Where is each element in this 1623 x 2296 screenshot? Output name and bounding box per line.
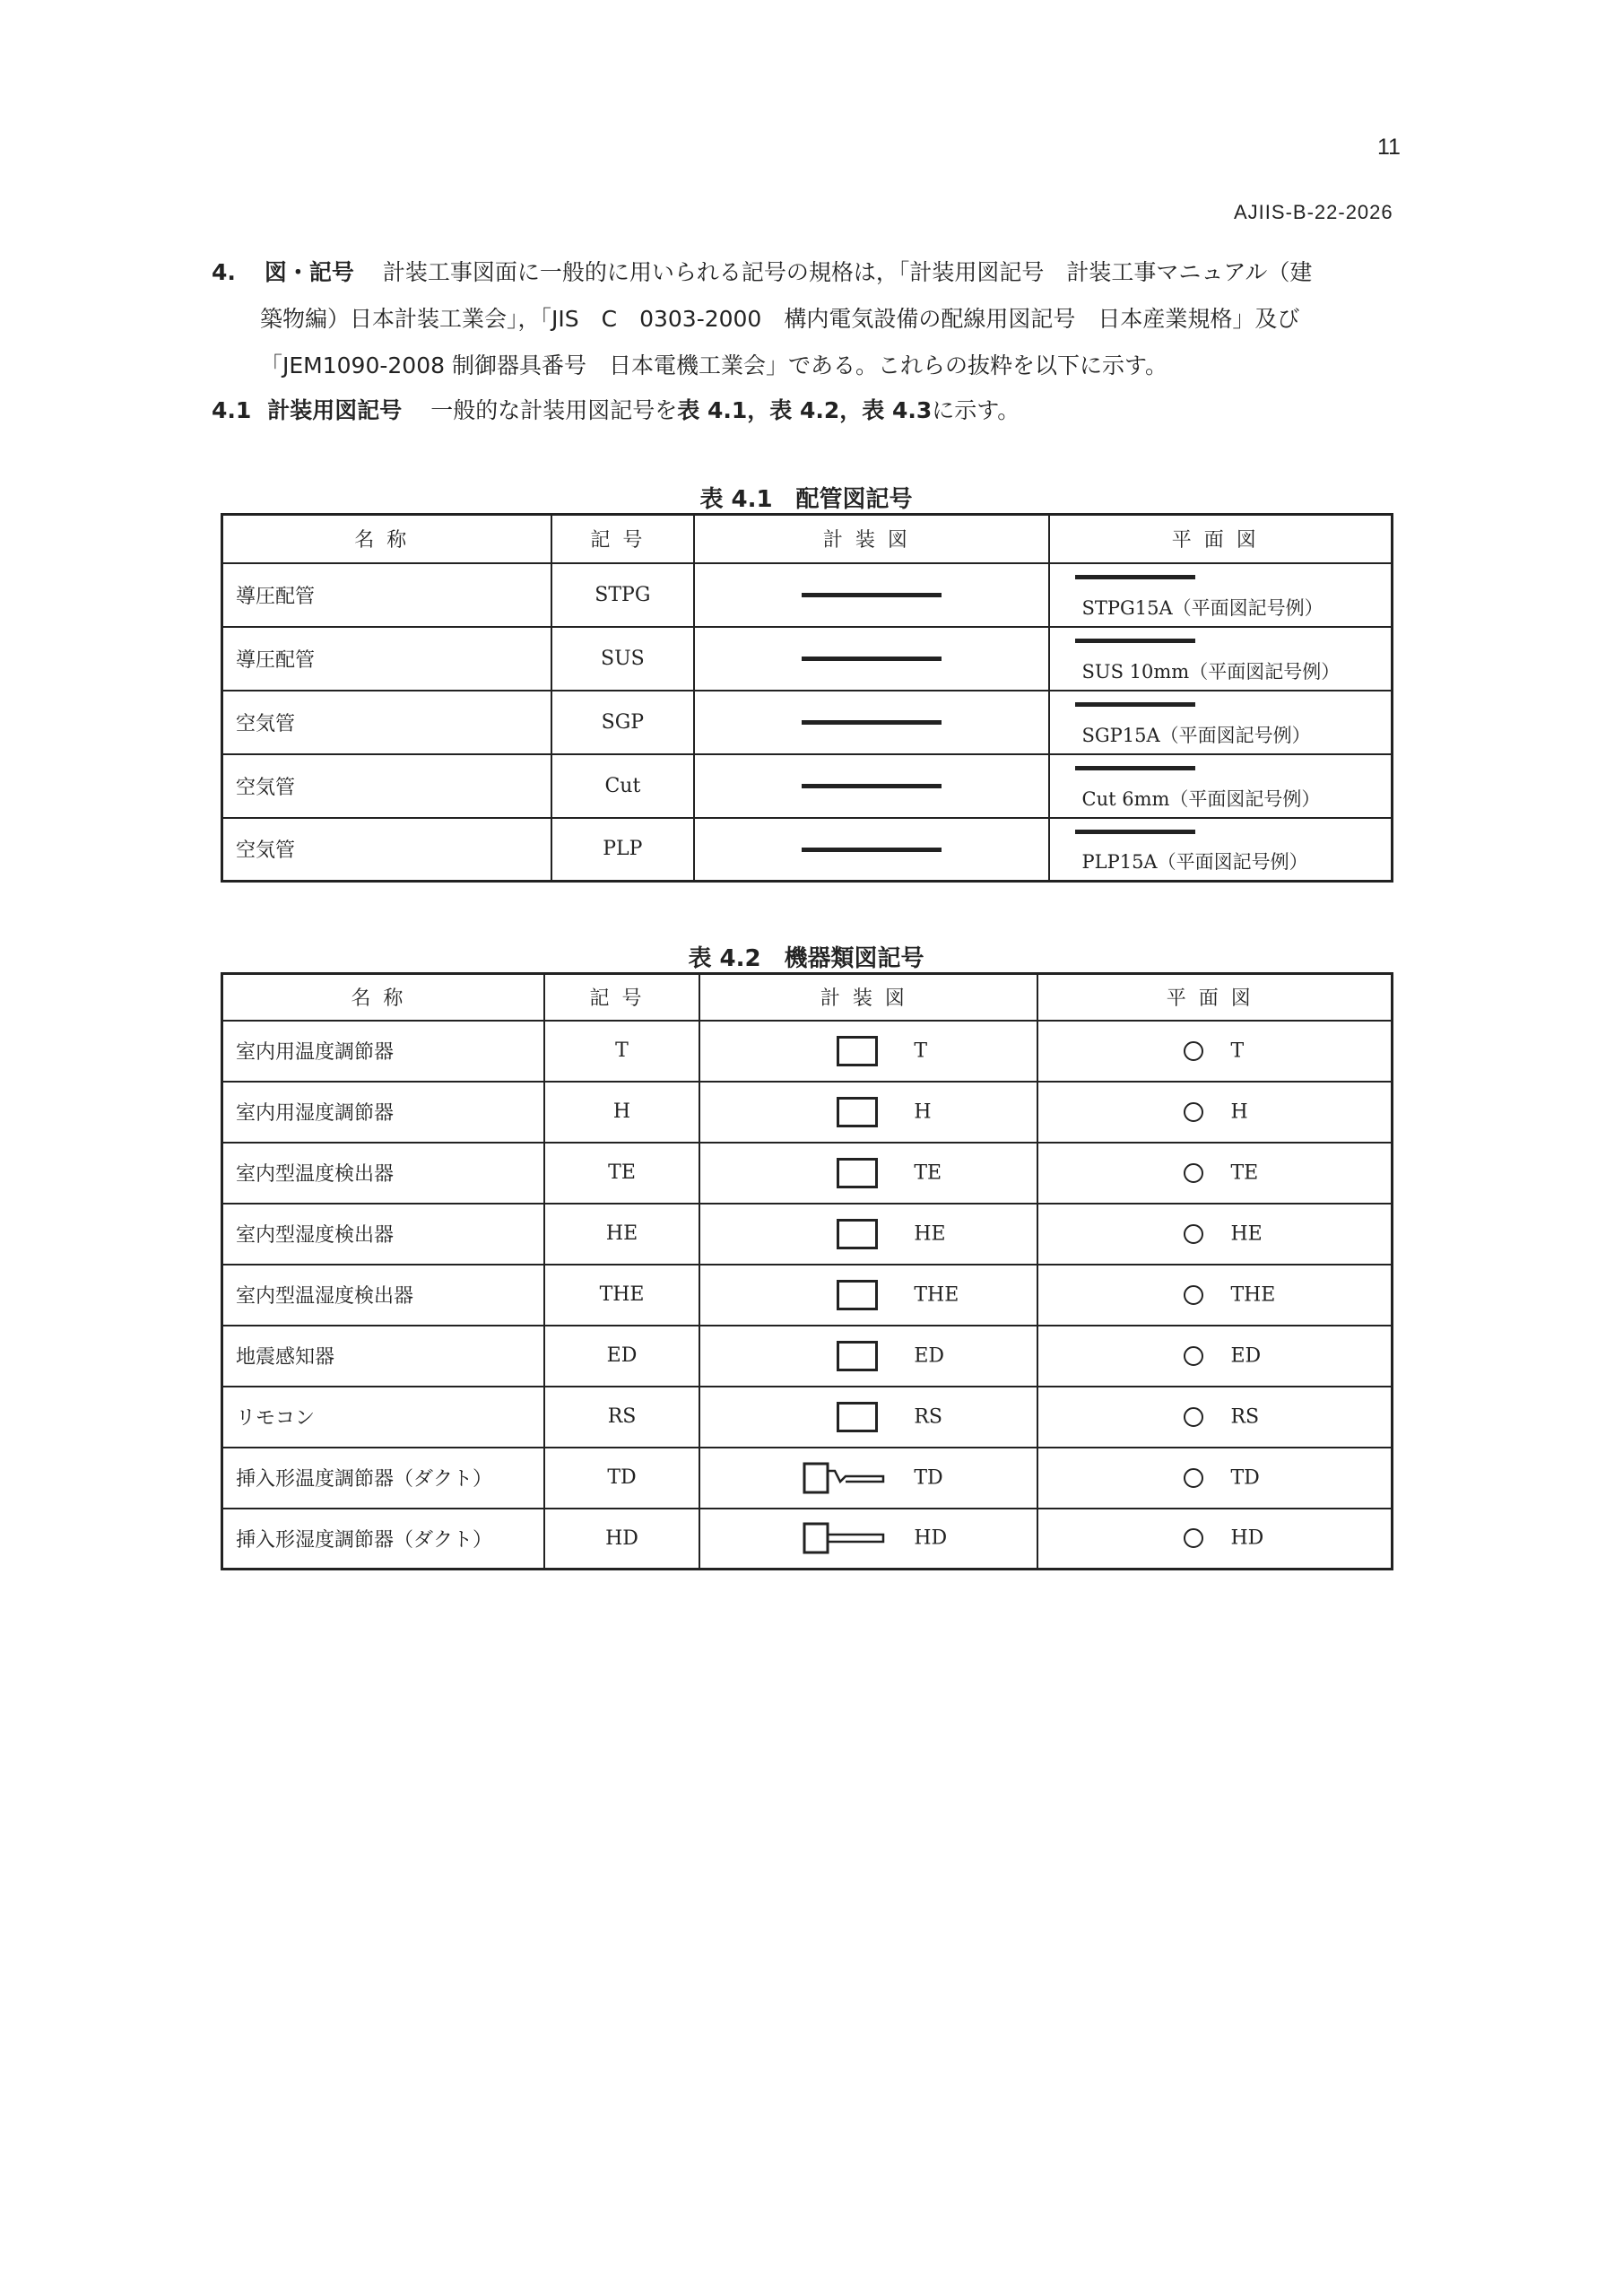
table-row — [222, 563, 1393, 627]
plan-label: H — [1230, 1100, 1248, 1123]
section-4-1-text: 一般的な計装用図記号を — [430, 397, 678, 423]
table-header-row — [222, 515, 1393, 563]
pipe-line-icon — [802, 593, 942, 597]
plan-cell — [1049, 627, 1393, 691]
table-ref-4-1: 表 4.1， — [677, 397, 770, 423]
section-4-line-1: 計装工事図面に一般的に用いられる記号の規格は，「計装用図記号 計装工事マニュアル（建 — [382, 259, 1313, 285]
device-circle-icon — [1184, 1163, 1203, 1183]
row-name: 挿入形温度調節器（ダクト） — [222, 1448, 544, 1509]
row-name: 地震感知器 — [222, 1326, 544, 1387]
table-row — [222, 754, 1393, 818]
instrument-line-cell — [694, 627, 1048, 691]
header-instrument-diagram: 計装図 — [694, 515, 1048, 563]
instrument-label: RS — [914, 1405, 942, 1428]
row-code: HD — [544, 1509, 700, 1570]
device-circle-icon — [1184, 1102, 1203, 1122]
plan-cell — [1049, 818, 1393, 882]
plan-pipe-line-icon — [1075, 702, 1195, 707]
instrument-label: HE — [914, 1222, 946, 1245]
section-4-line-3: 「JEM1090-2008 制御器具番号 日本電機工業会」である。これらの抜粋を以下に示す。 — [260, 352, 1167, 378]
row-name: 室内型湿度検出器 — [222, 1204, 544, 1265]
table-row — [222, 1326, 1393, 1387]
plan-label: PLP15A（平面図記号例） — [1081, 851, 1308, 873]
row-name: 室内型温度検出器 — [222, 1143, 544, 1204]
pipe-line-icon — [802, 657, 942, 661]
section-4-heading: 図・記号 — [264, 259, 354, 285]
plan-symbol-cell — [1037, 1265, 1392, 1326]
duct-probe-temperature-icon — [803, 1460, 887, 1496]
instrument-symbol-cell — [699, 1509, 1037, 1570]
header-name: 名称 — [222, 515, 551, 563]
instrument-line-cell — [694, 691, 1048, 754]
document-id: AJIIS-B-22-2026 — [1234, 201, 1393, 223]
row-code: PLP — [551, 818, 695, 882]
plan-symbol-cell — [1037, 1204, 1392, 1265]
instrument-label: T — [914, 1039, 928, 1062]
row-name: 空気管 — [222, 691, 551, 754]
plan-pipe-line-icon — [1075, 575, 1195, 579]
row-name: 挿入形湿度調節器（ダクト） — [222, 1509, 544, 1570]
plan-label: HE — [1230, 1222, 1263, 1245]
device-box-icon — [837, 1097, 878, 1127]
table-row — [222, 1509, 1393, 1570]
instrument-symbol-cell — [699, 1021, 1037, 1082]
row-code: H — [544, 1082, 700, 1143]
plan-label: TD — [1230, 1466, 1260, 1489]
device-circle-icon — [1184, 1041, 1203, 1061]
plan-label: STPG15A（平面図記号例） — [1081, 596, 1324, 619]
row-code: Cut — [551, 754, 695, 818]
row-code: STPG — [551, 563, 695, 627]
section-4-number: 4. — [212, 259, 236, 285]
instrument-label: H — [914, 1100, 932, 1123]
plan-label: T — [1230, 1039, 1245, 1062]
plan-cell — [1049, 691, 1393, 754]
device-box-icon — [837, 1341, 878, 1371]
plan-cell — [1049, 563, 1393, 627]
table-row — [222, 691, 1393, 754]
table-row — [222, 1387, 1393, 1448]
device-box-icon — [837, 1402, 878, 1432]
table-header-row — [222, 974, 1393, 1021]
row-name: 室内用温度調節器 — [222, 1021, 544, 1082]
table-row — [222, 1265, 1393, 1326]
row-code: SUS — [551, 627, 695, 691]
device-circle-icon — [1184, 1468, 1203, 1488]
device-circle-icon — [1184, 1346, 1203, 1366]
table-row — [222, 818, 1393, 882]
device-circle-icon — [1184, 1285, 1203, 1305]
instrument-symbol-cell — [699, 1387, 1037, 1448]
pipe-line-icon — [802, 720, 942, 725]
section-4-1-text-end: に示す。 — [932, 397, 1020, 423]
header-instrument-diagram: 計装図 — [699, 974, 1037, 1021]
row-name: 導圧配管 — [222, 563, 551, 627]
instrument-symbol-cell — [699, 1143, 1037, 1204]
plan-label: RS — [1230, 1405, 1260, 1428]
table-row — [222, 1082, 1393, 1143]
plan-symbol-cell — [1037, 1143, 1392, 1204]
plan-pipe-line-icon — [1075, 830, 1195, 834]
instrument-symbol-cell — [699, 1204, 1037, 1265]
table-4-2 — [221, 972, 1393, 1570]
row-name: 空気管 — [222, 754, 551, 818]
instrument-symbol-cell — [699, 1082, 1037, 1143]
plan-symbol-cell — [1037, 1326, 1392, 1387]
section-4-line-2: 築物編）日本計装工業会」，「JIS C 0303-2000 構内電気設備の配線用図記号 日本産業規格」及び — [260, 306, 1300, 332]
plan-label: SUS 10mm（平面図記号例） — [1081, 660, 1341, 683]
plan-pipe-line-icon — [1075, 639, 1195, 643]
device-box-icon — [837, 1280, 878, 1310]
row-code: TE — [544, 1143, 700, 1204]
duct-probe-humidity-icon — [803, 1520, 887, 1556]
row-code: HE — [544, 1204, 700, 1265]
device-box-icon — [837, 1219, 878, 1249]
plan-symbol-cell — [1037, 1387, 1392, 1448]
instrument-symbol-cell — [699, 1448, 1037, 1509]
pipe-line-icon — [802, 784, 942, 788]
plan-label: Cut 6mm（平面図記号例） — [1081, 787, 1321, 810]
instrument-label: HD — [914, 1526, 948, 1550]
table-ref-4-2: 表 4.2， — [769, 397, 863, 423]
table-row — [222, 1204, 1393, 1265]
plan-label: THE — [1230, 1283, 1276, 1306]
pipe-line-icon — [802, 848, 942, 852]
instrument-label: THE — [914, 1283, 959, 1306]
device-circle-icon — [1184, 1407, 1203, 1427]
plan-label: SGP15A（平面図記号例） — [1081, 724, 1311, 746]
device-circle-icon — [1184, 1528, 1203, 1548]
table-4-2-caption: 表 4.2 機器類図記号 — [688, 945, 924, 972]
row-code: TD — [544, 1448, 700, 1509]
plan-symbol-cell — [1037, 1448, 1392, 1509]
plan-label: HD — [1230, 1526, 1264, 1550]
header-name: 名称 — [222, 974, 544, 1021]
section-4-1-paragraph — [212, 387, 1020, 434]
instrument-symbol-cell — [699, 1326, 1037, 1387]
row-name: リモコン — [222, 1387, 544, 1448]
section-4-1-number: 4.1 — [212, 397, 252, 423]
row-code: ED — [544, 1326, 700, 1387]
device-box-icon — [837, 1158, 878, 1188]
section-4-paragraph — [212, 249, 1312, 389]
instrument-symbol-cell — [699, 1265, 1037, 1326]
table-row — [222, 1448, 1393, 1509]
instrument-line-cell — [694, 818, 1048, 882]
row-name: 室内用湿度調節器 — [222, 1082, 544, 1143]
plan-label: ED — [1230, 1344, 1262, 1367]
row-code: SGP — [551, 691, 695, 754]
header-plan-view: 平面図 — [1049, 515, 1393, 563]
table-row — [222, 1021, 1393, 1082]
row-code: RS — [544, 1387, 700, 1448]
page-number: 11 — [1377, 135, 1401, 160]
header-plan-view: 平面図 — [1037, 974, 1392, 1021]
table-row — [222, 1143, 1393, 1204]
instrument-label: ED — [914, 1344, 945, 1367]
row-name: 室内型温湿度検出器 — [222, 1265, 544, 1326]
instrument-line-cell — [694, 563, 1048, 627]
table-4-1 — [221, 513, 1393, 883]
plan-label: TE — [1230, 1161, 1259, 1184]
row-code: T — [544, 1021, 700, 1082]
plan-cell — [1049, 754, 1393, 818]
header-code: 記号 — [551, 515, 695, 563]
instrument-label: TD — [914, 1466, 943, 1489]
plan-symbol-cell — [1037, 1021, 1392, 1082]
row-name: 空気管 — [222, 818, 551, 882]
instrument-label: TE — [914, 1161, 942, 1184]
device-box-icon — [837, 1036, 878, 1066]
table-4-1-caption: 表 4.1 配管図記号 — [699, 486, 913, 513]
row-code: THE — [544, 1265, 700, 1326]
plan-symbol-cell — [1037, 1509, 1392, 1570]
plan-pipe-line-icon — [1075, 766, 1195, 770]
table-ref-4-3: 表 4.3 — [862, 397, 933, 423]
table-row — [222, 627, 1393, 691]
header-code: 記号 — [544, 974, 700, 1021]
plan-symbol-cell — [1037, 1082, 1392, 1143]
device-circle-icon — [1184, 1224, 1203, 1244]
section-4-1-heading: 計装用図記号 — [267, 397, 403, 423]
instrument-line-cell — [694, 754, 1048, 818]
row-name: 導圧配管 — [222, 627, 551, 691]
